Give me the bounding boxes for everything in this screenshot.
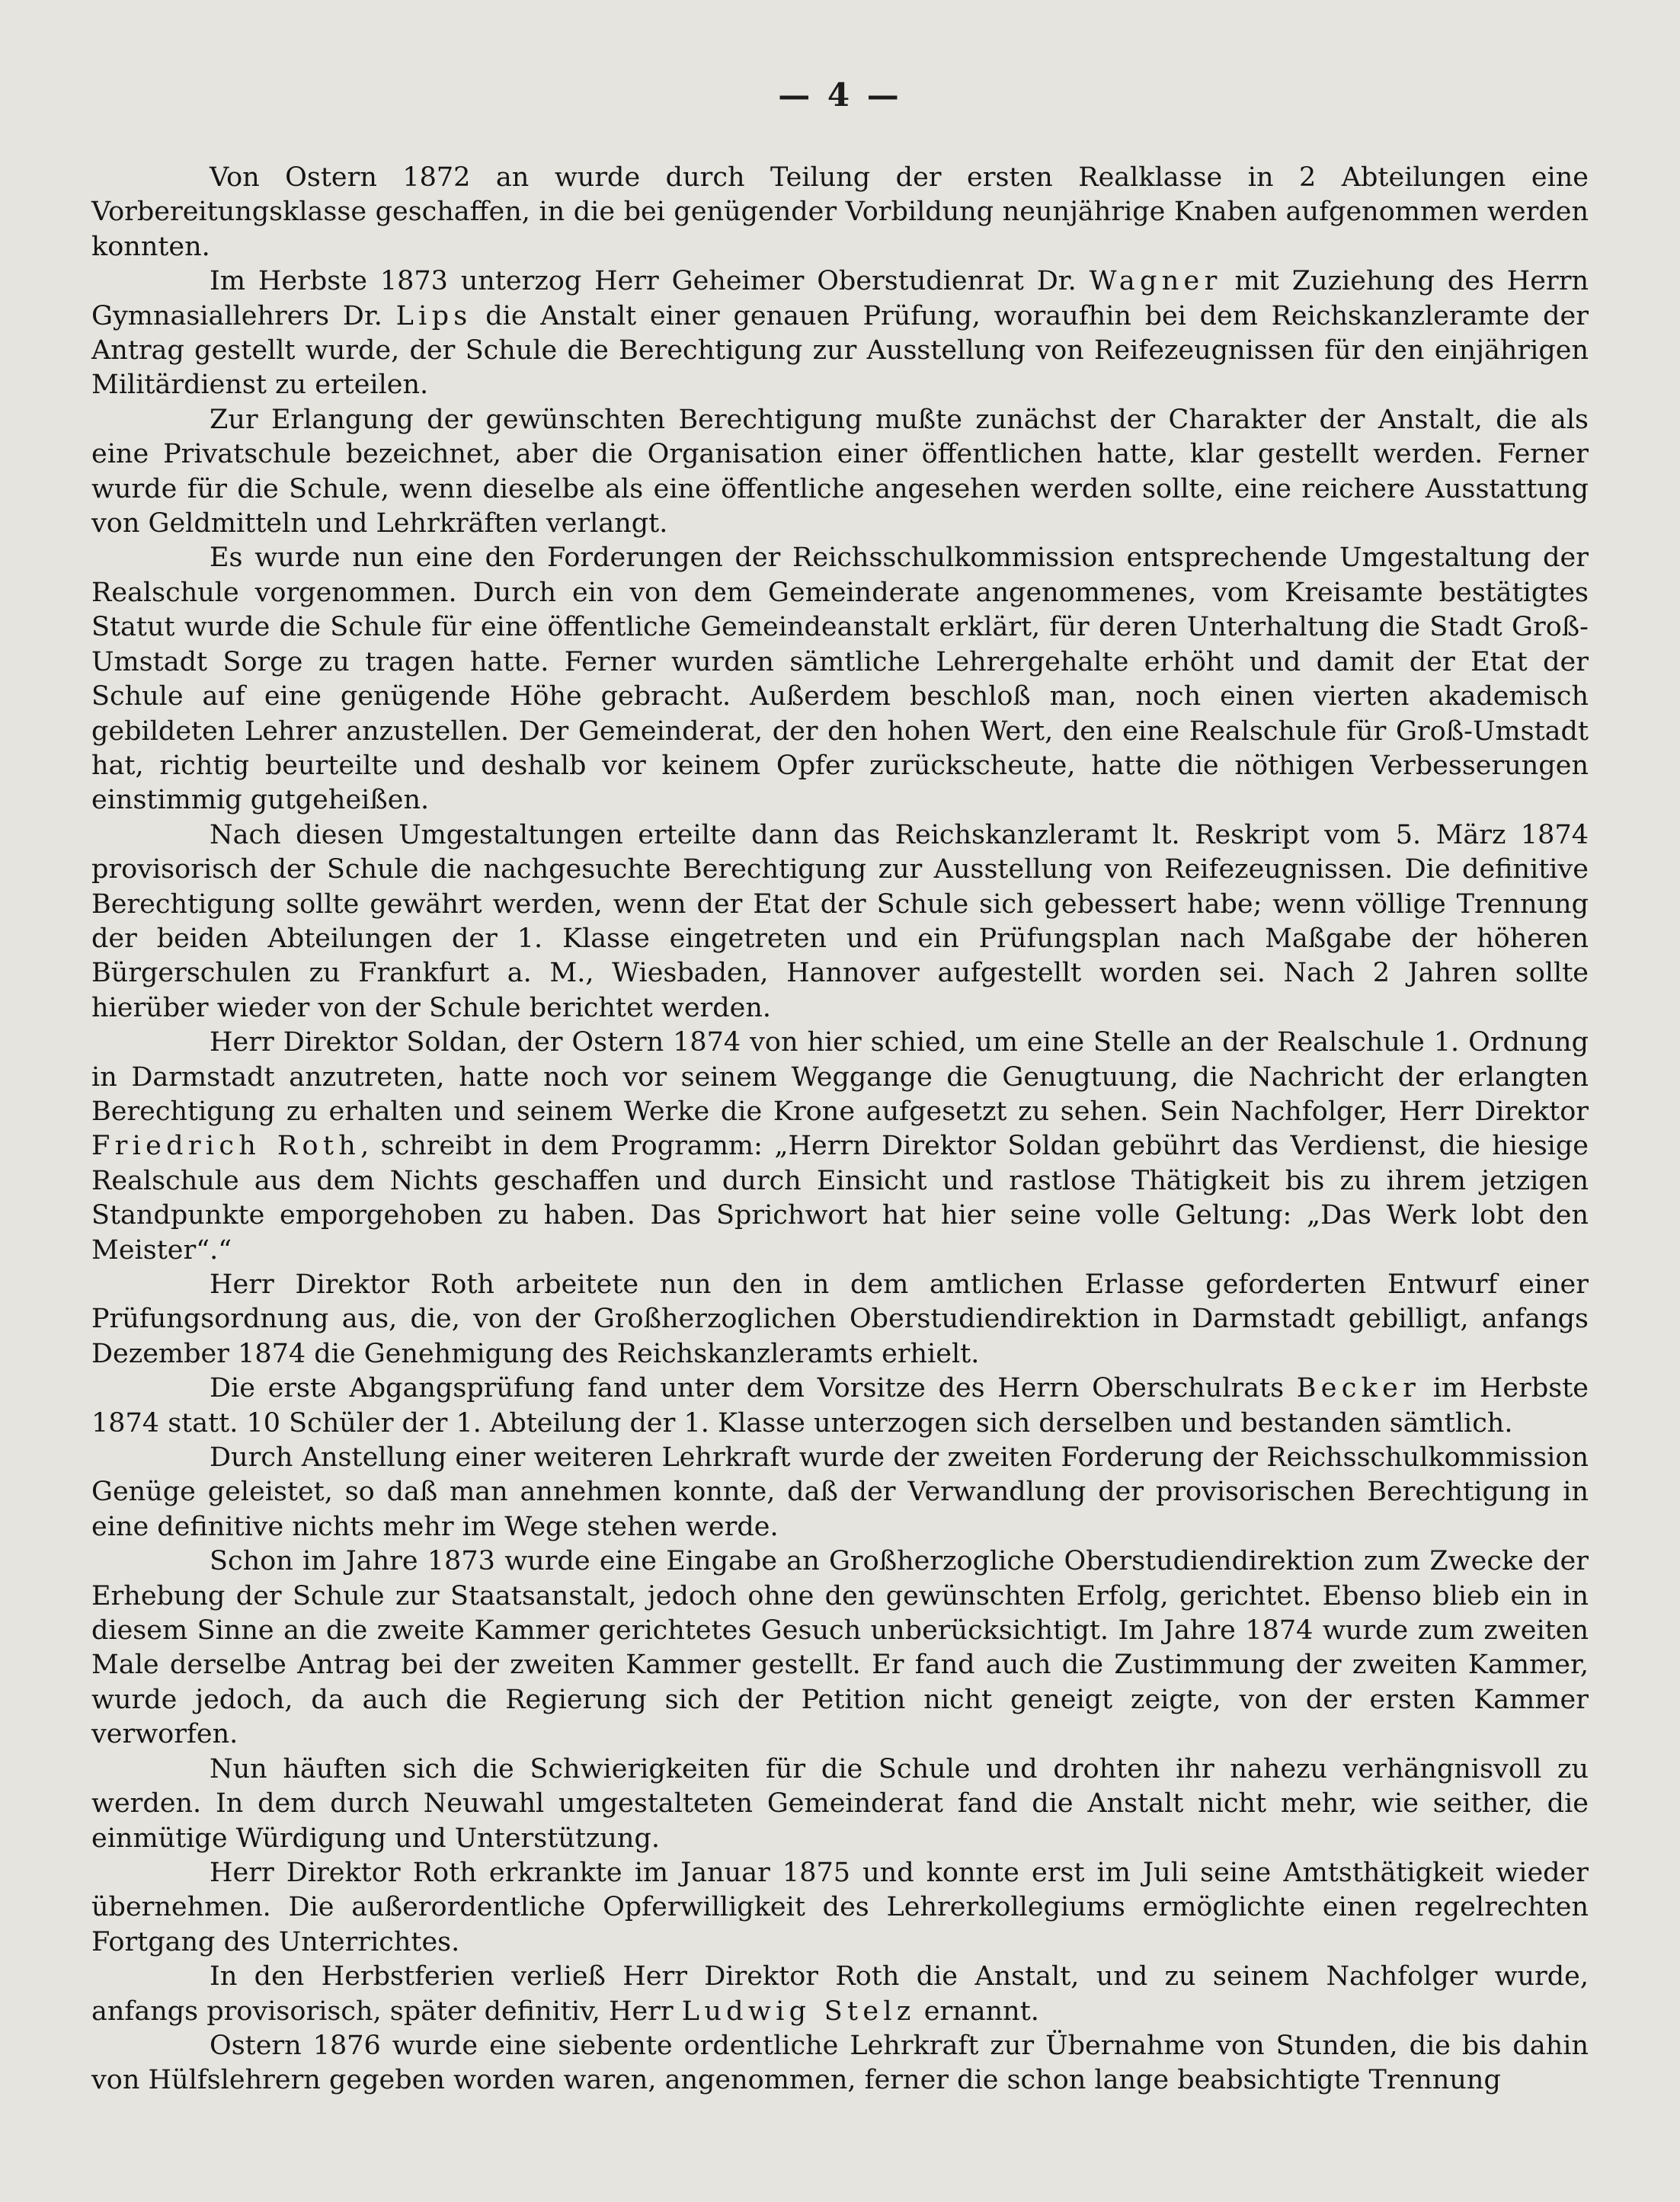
- text-run: die Anstalt einer genauen Prüfung, woraufhin bei dem Reichskanzleramte der Antrag gestellt wurde, der Schule die Berechtigung zur Ausstellung von Reifezeugnissen für den einjährigen Militärdienst zu erteilen.: [91, 300, 1589, 401]
- text-run: , schreibt in dem Programm: „Herrn Direktor Soldan gebührt das Verdienst, die hiesige Realschule aus dem Nichts geschaffen und durch Einsicht und rastlose Thätigkeit bis zu ihrem jetzigen Standpunkte emporgehoben zu haben. Das Sprichwort hat hier seine volle Geltung: „Das Werk lobt den Meister“.“: [91, 1131, 1589, 1266]
- paragraph: Durch Anstellung einer weiteren Lehrkraft wurde der zweiten Forderung der Reichsschulkommission Genüge geleistet, so daß man annehmen konnte, daß der Verwandlung der provisorischen Berechtigung in eine definitive nichts mehr im Wege stehen werde.: [91, 1442, 1589, 1542]
- paragraph: [91, 1960, 1589, 2029]
- paragraph: Herr Direktor Roth arbeitete nun den in dem amtlichen Erlasse geforderten Entwurf einer Prüfungsordnung aus, die, von der Großherzoglichen Oberstudiendirektion in Darmstadt gebilligt, anfangs Dezember 1874 die Genehmigung des Reichskanzleramts erhielt.: [91, 1269, 1589, 1369]
- paragraph: Nun häuften sich die Schwierigkeiten für die Schule und drohten ihr nahezu verhängnisvoll zu werden. In dem durch Neuwahl umgestalteten Gemeinderat fand die Anstalt nicht mehr, wie seither, die einmütige Würdigung und Unterstützung.: [91, 1753, 1589, 1854]
- person-name-becker: Becker: [1296, 1373, 1421, 1404]
- paragraph: Es wurde nun eine den Forderungen der Reichsschulkommission entsprechende Umgestaltung der Realschule vorgenommen. Durch ein von dem Gemeinderate angenommenes, vom Kreisamte bestätigtes Statut wurde die Schule für eine öffentliche Gemeindeanstalt erklärt, für deren Unterhaltung die Stadt Groß-Umstadt Sorge zu tragen hatte. Ferner wurden sämtliche Lehrergehalte erhöht und damit der Etat der Schule auf eine genügende Höhe gebracht. Außerdem beschloß man, noch einen vierten akademisch gebildeten Lehrer anzustellen. Der Gemeinderat, der den hohen Wert, den eine Realschule für Groß-Umstadt hat, richtig beurteilte und deshalb vor keinem Opfer zurückscheute, hatte die nöthigen Verbesserungen einstimmig gutgeheißen.: [91, 542, 1589, 816]
- text-run: ernannt.: [915, 1996, 1039, 2027]
- text-run: Die erste Abgangsprüfung fand unter dem Vorsitze des Herrn Oberschulrats: [210, 1373, 1297, 1404]
- paragraph: Zur Erlangung der gewünschten Berechtigung mußte zunächst der Charakter der Anstalt, die als eine Privatschule bezeichnet, aber die Organisation einer öffentlichen hatte, klar gestellt werden. Ferner wurde für die Schule, wenn dieselbe als eine öffentliche angesehen werden sollte, eine reichere Ausstattung von Geldmitteln und Lehrkräften verlangt.: [91, 404, 1589, 539]
- text-run: mit Zuziehung des Herrn Gymnasiallehrers Dr.: [91, 266, 1589, 331]
- paragraph: [91, 1371, 1589, 1441]
- person-name-roth: Friedrich Roth: [91, 1131, 361, 1162]
- person-name-stelz: Ludwig Stelz: [681, 1996, 916, 2027]
- text-run: Im Herbste 1873 unterzog Herr Geheimer Oberstudienrat Dr.: [210, 266, 1090, 297]
- paragraph: [91, 264, 1589, 403]
- person-name-wagner: Wagner: [1089, 266, 1222, 297]
- paragraph: Von Ostern 1872 an wurde durch Teilung der ersten Realklasse in 2 Abteilungen eine Vorbereitungsklasse geschaffen, in die bei genügender Vorbildung neunjährige Knaben aufgenommen werden konnten.: [91, 162, 1589, 262]
- paragraph: Schon im Jahre 1873 wurde eine Eingabe an Großherzogliche Oberstudiendirektion zum Zwecke der Erhebung der Schule zur Staatsanstalt, jedoch ohne den gewünschten Erfolg, gerichtet. Ebenso blieb ein in diesem Sinne an die zweite Kammer gerichtetes Gesuch unberücksichtigt. Im Jahre 1874 wurde zum zweiten Male derselbe Antrag bei der zweiten Kammer gestellt. Er fand auch die Zustimmung der zweiten Kammer, wurde jedoch, da auch die Regierung sich der Petition nicht geneigt zeigte, von der ersten Kammer verworfen.: [91, 1546, 1589, 1750]
- paragraph: [91, 1026, 1589, 1268]
- body-text: [91, 161, 1589, 2098]
- text-run: Herr Direktor Soldan, der Ostern 1874 von hier schied, um eine Stelle an der Realschule 1. Ordnung in Darmstadt anzutreten, hatte noch vor seinem Weggange die Genugtuung, die Nachricht der erlangten Berechtigung zu erhalten und seinem Werke die Krone aufgesetzt zu sehen. Sein Nachfolger, Herr Direktor: [91, 1027, 1589, 1127]
- person-name-lips: Lips: [395, 300, 472, 331]
- page-number: — 4 —: [778, 76, 902, 114]
- text-run: im Herbste 1874 statt. 10 Schüler der 1. Abteilung der 1. Klasse unterzogen sich derselben und bestanden sämtlich.: [91, 1373, 1589, 1439]
- paragraph: Herr Direktor Roth erkrankte im Januar 1875 und konnte erst im Juli seine Amtsthätigkeit wieder übernehmen. Die außerordentliche Opferwilligkeit des Lehrerkollegiums ermöglichte einen regelrechten Fortgang des Unterrichtes.: [91, 1857, 1589, 1957]
- paragraph: Ostern 1876 wurde eine siebente ordentliche Lehrkraft zur Übernahme von Stunden, die bis dahin von Hülfslehrern gegeben worden waren, angenommen, ferner die schon lange beabsichtigte Trennung: [91, 2030, 1589, 2096]
- text-run: In den Herbstferien verließ Herr Direktor Roth die Anstalt, und zu seinem Nachfolger wurde, anfangs provisorisch, später definitiv, Herr: [91, 1961, 1589, 2027]
- paragraph: Nach diesen Umgestaltungen erteilte dann das Reichskanzleramt lt. Reskript vom 5. März 1874 provisorisch der Schule die nachgesuchte Berechtigung zur Ausstellung von Reifezeugnissen. Die definitive Berechtigung sollte gewährt werden, wenn der Etat der Schule sich gebessert habe; wenn völlige Trennung der beiden Abteilungen der 1. Klasse eingetreten und ein Prüfungsplan nach Maßgabe der höheren Bürgerschulen zu Frankfurt a. M., Wiesbaden, Hannover aufgestellt worden sei. Nach 2 Jahren sollte hierüber wieder von der Schule berichtet werden.: [91, 819, 1589, 1023]
